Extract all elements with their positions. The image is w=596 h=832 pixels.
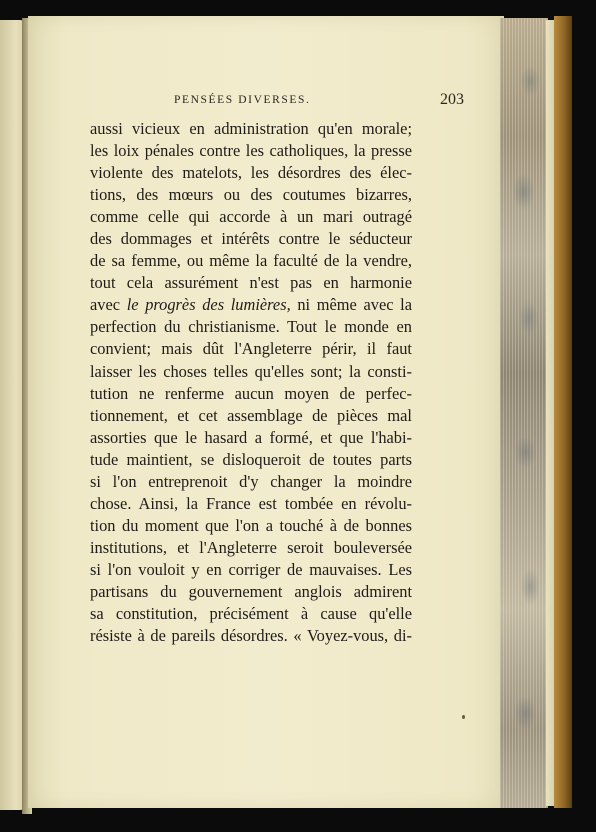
text-line: tude maintient, se disloqueroit de toutes parts [90,449,412,469]
text-line: perfection du christianisme. Tout le monde en [90,317,412,337]
text-line: convient; mais dût l'Angleterre périr, il faut [90,339,412,359]
text-line: si l'on vouloit y en corriger de mauvaises. Les [90,559,412,579]
text-line: tions, des mœurs ou des coutumes bizarres, [90,185,412,205]
page-edges-stack [500,18,548,808]
text-line: des dommages et intérêts contre le séducteur [90,229,412,249]
text-segment: ni même avec la [297,295,412,315]
text-line: aussi vicieux en administration qu'en morale; [90,119,412,138]
text-line: chose. Ainsi, la France est tombée en révolu- [90,493,412,513]
page-number: 203 [440,91,464,108]
text-line: tution ne renferme aucun moyen de perfec- [90,383,412,403]
running-title: PENSÉES DIVERSES. [174,94,311,106]
italic-phrase: le progrès des lumières, [126,295,291,315]
text-line: de sa femme, ou même la faculté de la vendre, [90,251,412,271]
body-text [90,118,412,647]
page-header [60,91,464,114]
text-segment: avec [90,295,121,315]
text-line: violente des matelots, les désordres des élec- [90,163,412,183]
text-line: comme celle qui accorde à un mari outragé [90,207,412,227]
text-line: assorties que le hasard a formé, et que l'habi- [90,427,412,447]
text-line: si l'on entreprenoit d'y changer la moindre [90,471,412,491]
text-line: les loix pénales contre les catholiques, la presse [90,141,412,161]
text-line: tout cela assurément n'est pas en harmonie [90,273,412,293]
text-line: résiste à de pareils désordres. « Voyez-vous, di- [90,626,412,646]
text-line [90,294,412,316]
book-cover-edge [554,16,572,808]
text-line: partisans du gouvernement anglois admirent [90,581,412,601]
paper-speck [462,715,465,719]
text-line: tionnement, et cet assemblage de pièces mal [90,405,412,425]
text-line: institutions, et l'Angleterre seroit bouleversée [90,537,412,557]
text-line: tion du moment que l'on a touché à de bonnes [90,515,412,535]
text-line: laisser les choses telles qu'elles sont; la consti- [90,361,412,381]
text-line: sa constitution, précisément à cause qu'elle [90,604,412,624]
